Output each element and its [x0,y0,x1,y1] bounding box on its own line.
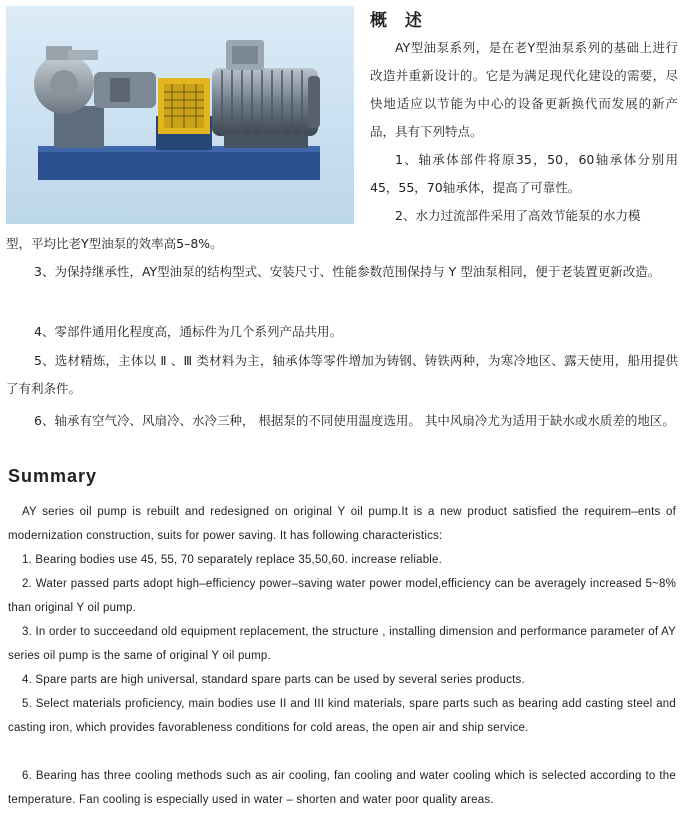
cn-feature-2a: 2、水力过流部件采用了高效节能泵的水力模 [395,208,641,223]
en-feature-5: 5. Select materials proficiency, main bodies use II and III kind materials, spare parts such as bearing add casting steel and casting iron, which provides favorableness conditions for cold areas, the open air and ship service. [8,698,676,734]
en-feature-6: 6. Bearing has three cooling methods such as air cooling, fan cooling and water cooling which is selected according to the temperature. Fan cooling is especially used in water – shorten and water poor quality areas. [8,770,676,806]
cn-feature-5: 5、选材精炼，主体以 Ⅱ 、Ⅲ 类材料为主，轴承体等零件增加为铸钢、铸铁两种，为寒冷地区、露天使用，船用提供了有利条件。 [6,353,678,396]
en-feature-2: 2. Water passed parts adopt high–efficiency power–saving water power model,efficiency can be averagely increased 5~8% than original Y oil pump. [8,578,676,614]
cn-feature-2b: 型，平均比老Y型油泵的效率高5–8%。 [6,236,223,251]
cn-feature-4: 4、零部件通用化程度高，通标件为几个系列产品共用。 [34,324,342,339]
cn-feature-1: 1、轴承体部件将原35，50，60轴承体分别用45，55，70轴承体，提高了可靠性。 [370,152,678,195]
cn-feature-3: 3、为保持继承性，AY型油泵的结构型式、安装尺寸、性能参数范围保持与 Y 型油泵相同，便于老装置更新改造。 [34,264,661,279]
cn-intro-paragraph: AY型油泵系列，是在老Y型油泵系列的基础上进行改造并重新设计的。它是为满足现代化建设的需要，尽快地适应以节能为中心的设备更新换代而发展的新产品，具有下列特点。 [370,40,678,139]
en-section-title: Summary [8,466,98,486]
en-feature-3: 3. In order to succeedand old equipment replacement, the structure , installing dimension and performance parameter of AY series oil pump is the same of original Y oil pump. [8,626,676,662]
product-photo [6,6,354,224]
cn-feature-6: 6、轴承有空气冷、风扇冷、水冷三种， 根据泵的不同使用温度选用。 其中风扇冷尤为适用于缺水或水质差的地区。 [34,413,675,428]
cn-section-title: 概 述 [370,11,428,31]
en-feature-1: 1. Bearing bodies use 45, 55, 70 separately replace 35,50,60. increase reliable. [22,554,443,566]
en-feature-4: 4. Spare parts are high universal, standard spare parts can be used by several series products. [22,674,525,686]
en-intro-paragraph: AY series oil pump is rebuilt and redesigned on original Y oil pump.It is a new product satisfied the requirem–ents of modernization construction, suits for power saving. It has following characteristics: [8,506,676,542]
